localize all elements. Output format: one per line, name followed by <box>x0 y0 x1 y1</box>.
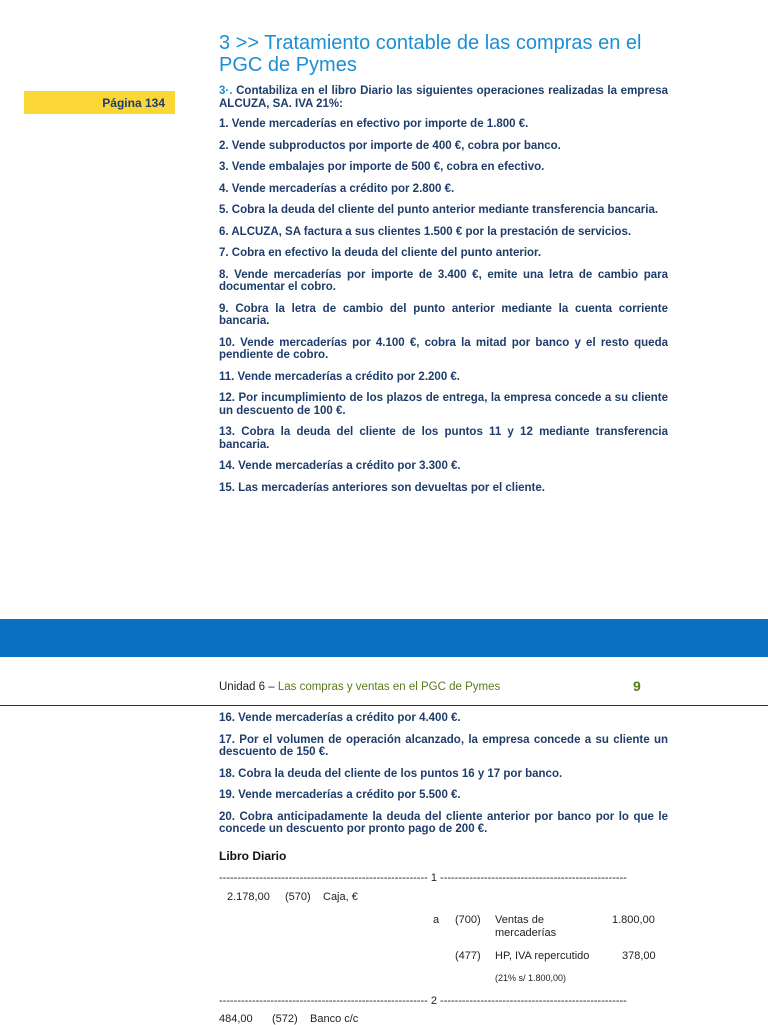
operation-item: 19. Vende mercaderías a crédito por 5.500 €. <box>219 789 461 801</box>
operation-item: 2. Vende subproductos por importe de 400 €, cobra por banco. <box>219 139 561 152</box>
exercise-number: 3·. <box>219 85 233 97</box>
operation-item: 8. Vende mercaderías por importe de 3.400 €, emite una letra de cambio para documentar el cobro. <box>219 268 668 293</box>
operation-item: 1. Vende mercaderías en efectivo por importe de 1.800 €. <box>219 118 529 130</box>
operation-item: 15. Las mercaderías anteriores son devueltas por el cliente. <box>219 481 545 494</box>
operation-item: 9. Cobra la letra de cambio del punto anterior mediante la cuenta corriente bancaria. <box>219 302 668 327</box>
operation-item: 5. Cobra la deuda del cliente del punto anterior mediante transferencia bancaria. <box>219 204 659 216</box>
operation-item: 17. Por el volumen de operación alcanzado, la empresa concede a su cliente un descuento de 150 €. <box>219 733 668 758</box>
credit-amount: 378,00 <box>622 950 656 962</box>
page-break-band <box>0 619 768 657</box>
operation-item: 13. Cobra la deuda del cliente de los puntos 11 y 12 mediante transferencia bancaria. <box>219 426 668 451</box>
debit-account: Caja, € <box>323 891 358 903</box>
page-number: 9 <box>633 678 641 694</box>
intro-text: Contabiliza en el libro Diario las siguientes operaciones realizadas la empresa ALCUZA, SA. IVA 21%: <box>219 85 668 110</box>
debit-account: Banco c/c <box>310 1013 359 1025</box>
debit-code: (570) <box>285 891 311 903</box>
credit-account: Ventas de mercaderías <box>495 914 557 939</box>
unit-title: Las compras y ventas en el PGC de Pymes <box>277 681 501 693</box>
exercise-statement <box>219 85 668 503</box>
unit-label: Unidad 6 – <box>219 681 278 693</box>
operations-list-top <box>219 118 668 494</box>
journal-title: Libro Diario <box>219 849 287 863</box>
section-title: 3 >> Tratamiento contable de las compras en el PGC de Pymes <box>219 32 642 76</box>
credit-code: (700) <box>455 914 481 926</box>
exercise-intro <box>219 85 668 110</box>
operation-item: 4. Vende mercaderías a crédito por 2.800 €. <box>219 182 455 195</box>
page-badge: Página 134 <box>24 91 175 114</box>
divider <box>0 705 768 706</box>
operation-item: 7. Cobra en efectivo la deuda del cliente del punto anterior. <box>219 247 542 259</box>
credit-connector: a <box>433 914 440 926</box>
debit-amount: 484,00 <box>219 1013 253 1025</box>
journal-separator: --------------------------------------------------------- 2 --------------------------------------------------- <box>219 995 627 1007</box>
journal-separator: --------------------------------------------------------- 1 --------------------------------------------------- <box>219 872 627 884</box>
operation-item: 10. Vende mercaderías por 4.100 €, cobra la mitad por banco y el resto queda pendiente de cobro. <box>219 336 668 361</box>
operation-item: 14. Vende mercaderías a crédito por 3.300 €. <box>219 460 461 472</box>
operation-item: 20. Cobra anticipadamente la deuda del cliente anterior por banco por lo que le concede un descuento por pronto pago de 200 €. <box>219 810 668 835</box>
operation-item: 3. Vende embalajes por importe de 500 €, cobra en efectivo. <box>219 161 545 173</box>
operation-item: 16. Vende mercaderías a crédito por 4.400 €. <box>219 712 461 724</box>
operation-item: 6. ALCUZA, SA factura a sus clientes 1.500 € por la prestación de servicios. <box>219 225 632 238</box>
operation-item: 18. Cobra la deuda del cliente de los puntos 16 y 17 por banco. <box>219 767 563 780</box>
debit-amount: 2.178,00 <box>227 891 270 903</box>
credit-code: (477) <box>455 950 481 962</box>
credit-amount: 1.800,00 <box>612 914 655 926</box>
vat-note: (21% s/ 1.800,00) <box>495 973 567 983</box>
credit-account: HP, IVA repercutido <box>495 950 590 962</box>
operation-item: 11. Vende mercaderías a crédito por 2.200 €. <box>219 370 460 383</box>
unit-footer <box>219 681 500 693</box>
debit-code: (572) <box>272 1013 298 1025</box>
operation-item: 12. Por incumplimiento de los plazos de entrega, la empresa concede a su cliente un descuento de 100 €. <box>219 392 668 417</box>
operations-list-bottom <box>219 712 668 845</box>
